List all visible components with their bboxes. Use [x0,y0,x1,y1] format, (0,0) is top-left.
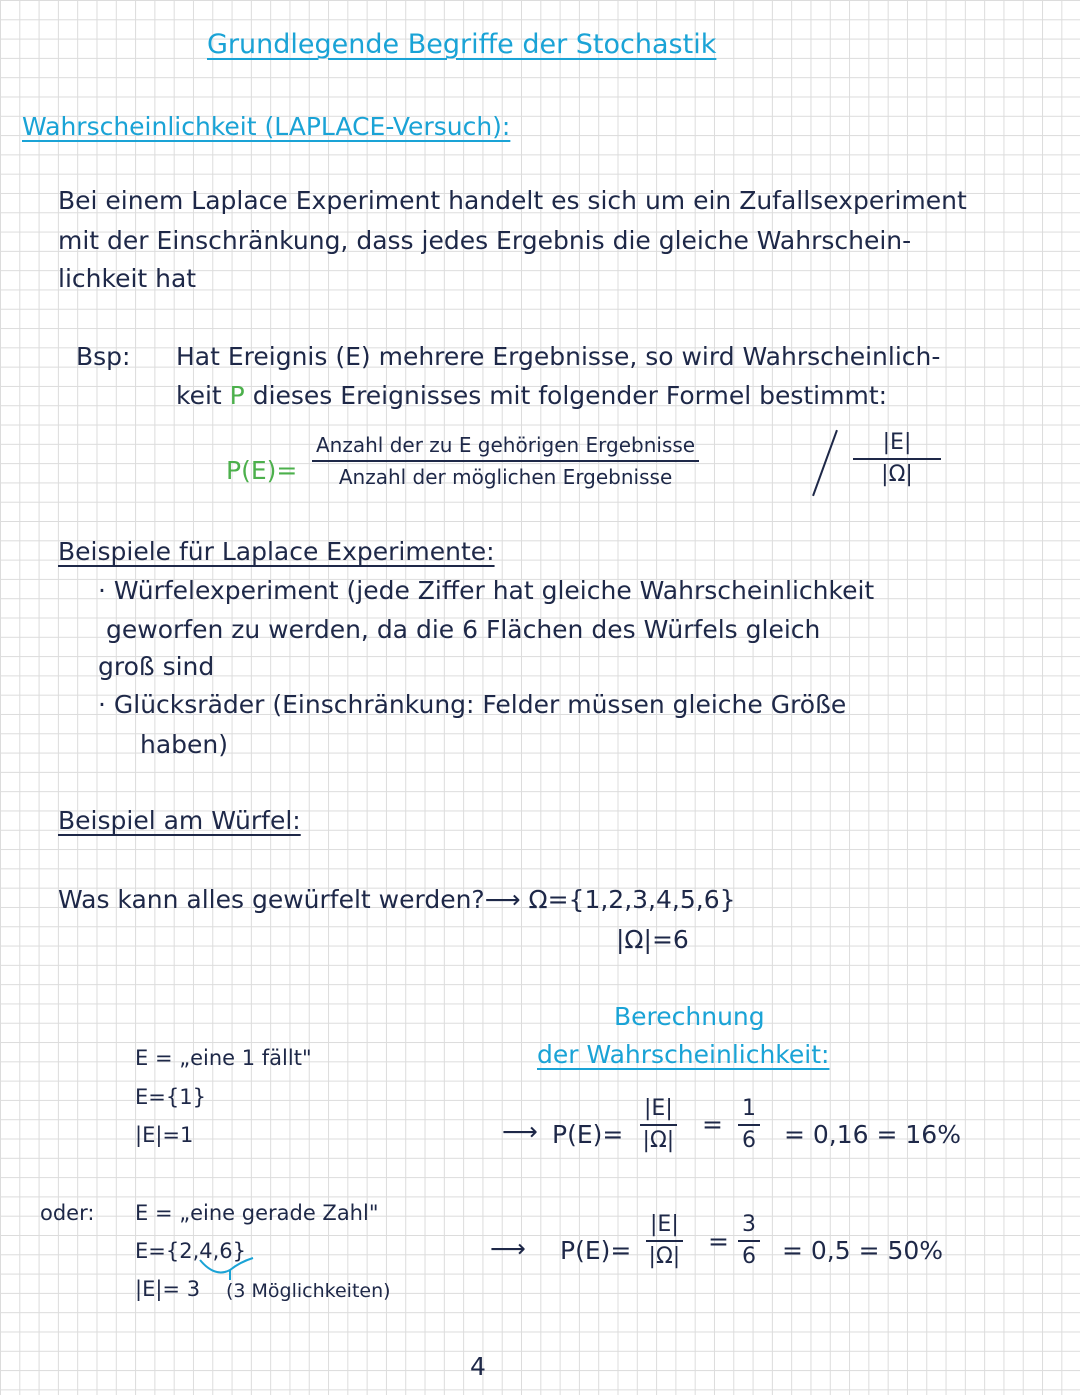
case1-set: E={1} [135,1085,206,1109]
case2-f1-num: |E| [646,1212,683,1242]
definition-line-3: lichkeit hat [58,264,197,293]
formula-denominator: Anzahl der möglichen Ergebnisse [338,465,673,489]
formula-fraction-symbols [852,430,942,488]
formula-numerator: Anzahl der zu E gehörigen Ergebnisse [312,432,699,462]
bsp-label: Bsp: [76,342,131,371]
calc-heading-line-2: der Wahrscheinlichkeit: [537,1040,830,1069]
bsp-line-2 [176,381,887,411]
case2-f1-den: |Ω| [648,1244,681,1269]
formula-lhs: P(E)= [226,456,298,485]
case2-fraction-2 [738,1212,760,1270]
bsp-line-2-start: keit [176,381,222,410]
bsp-line-2-end: dieses Ereignisses mit folgender Formel bestimmt: [252,381,888,410]
case1-eq: = [702,1110,723,1139]
case2-fraction-1 [646,1212,683,1270]
dice-heading: Beispiel am Würfel: [58,806,301,835]
case1-f2-den: 6 [742,1128,756,1153]
bsp-line-1: Hat Ereignis (E) mehrere Ergebnisse, so wird Wahrscheinlich- [176,342,941,371]
calc-heading-line-1: Berechnung [614,1002,765,1031]
probability-symbol-p: P [229,381,245,410]
examples-heading: Beispiele für Laplace Experimente: [58,537,495,566]
case1-event: E = „eine 1 fällt" [135,1046,312,1070]
page-title: Grundlegende Begriffe der Stochastik [207,29,717,60]
section-heading-laplace: Wahrscheinlichkeit (LAPLACE-Versuch): [22,112,511,141]
case1-result: = 0,16 = 16% [784,1120,961,1149]
case1-size: |E|=1 [135,1123,194,1147]
case1-lhs: P(E)= [552,1120,624,1149]
case2-note: (3 Möglichkeiten) [226,1280,391,1302]
example-line-4: · Glücksräder (Einschränkung: Felder müssen gleiche Größe [98,690,847,719]
definition-line-1: Bei einem Laplace Experiment handelt es sich um ein Zufallsexperiment [58,186,967,215]
case2-size: |E|= 3 [135,1277,201,1301]
example-line-2: geworfen zu werden, da die 6 Flächen des Würfels gleich [106,615,821,644]
case2-f2-den: 6 [742,1244,756,1269]
case1-arrow: ⟶ [502,1117,538,1146]
example-line-5: haben) [140,730,229,759]
example-line-3: groß sind [98,652,215,681]
case1-f2-num: 1 [738,1096,760,1126]
dice-question: Was kann alles gewürfelt werden?⟶ Ω={1,2,3,4,5,6} [58,885,736,914]
case2-set: E={2,4,6} [135,1239,247,1263]
formula-fraction-words [312,432,699,490]
formula-alt-denominator: |Ω| [881,462,913,487]
case2-prefix: oder: [40,1201,95,1225]
case2-arrow: ⟶ [490,1234,526,1263]
case1-f1-den: |Ω| [642,1128,675,1153]
case2-lhs: P(E)= [560,1236,632,1265]
definition-line-2: mit der Einschränkung, dass jedes Ergebnis die gleiche Wahrschein- [58,226,912,255]
example-line-1: · Würfelexperiment (jede Ziffer hat gleiche Wahrscheinlichkeit [98,576,875,605]
case2-eq: = [708,1227,729,1256]
case1-fraction-2 [738,1096,760,1154]
formula-slash [812,430,838,496]
omega-size: |Ω|=6 [616,925,689,954]
page-number: 4 [470,1352,486,1381]
case1-f1-num: |E| [640,1096,677,1126]
case2-event: E = „eine gerade Zahl" [135,1201,379,1225]
case1-fraction-1 [640,1096,677,1154]
case2-result: = 0,5 = 50% [782,1236,944,1265]
formula-alt-numerator: |E| [853,430,941,460]
case2-f2-num: 3 [738,1212,760,1242]
